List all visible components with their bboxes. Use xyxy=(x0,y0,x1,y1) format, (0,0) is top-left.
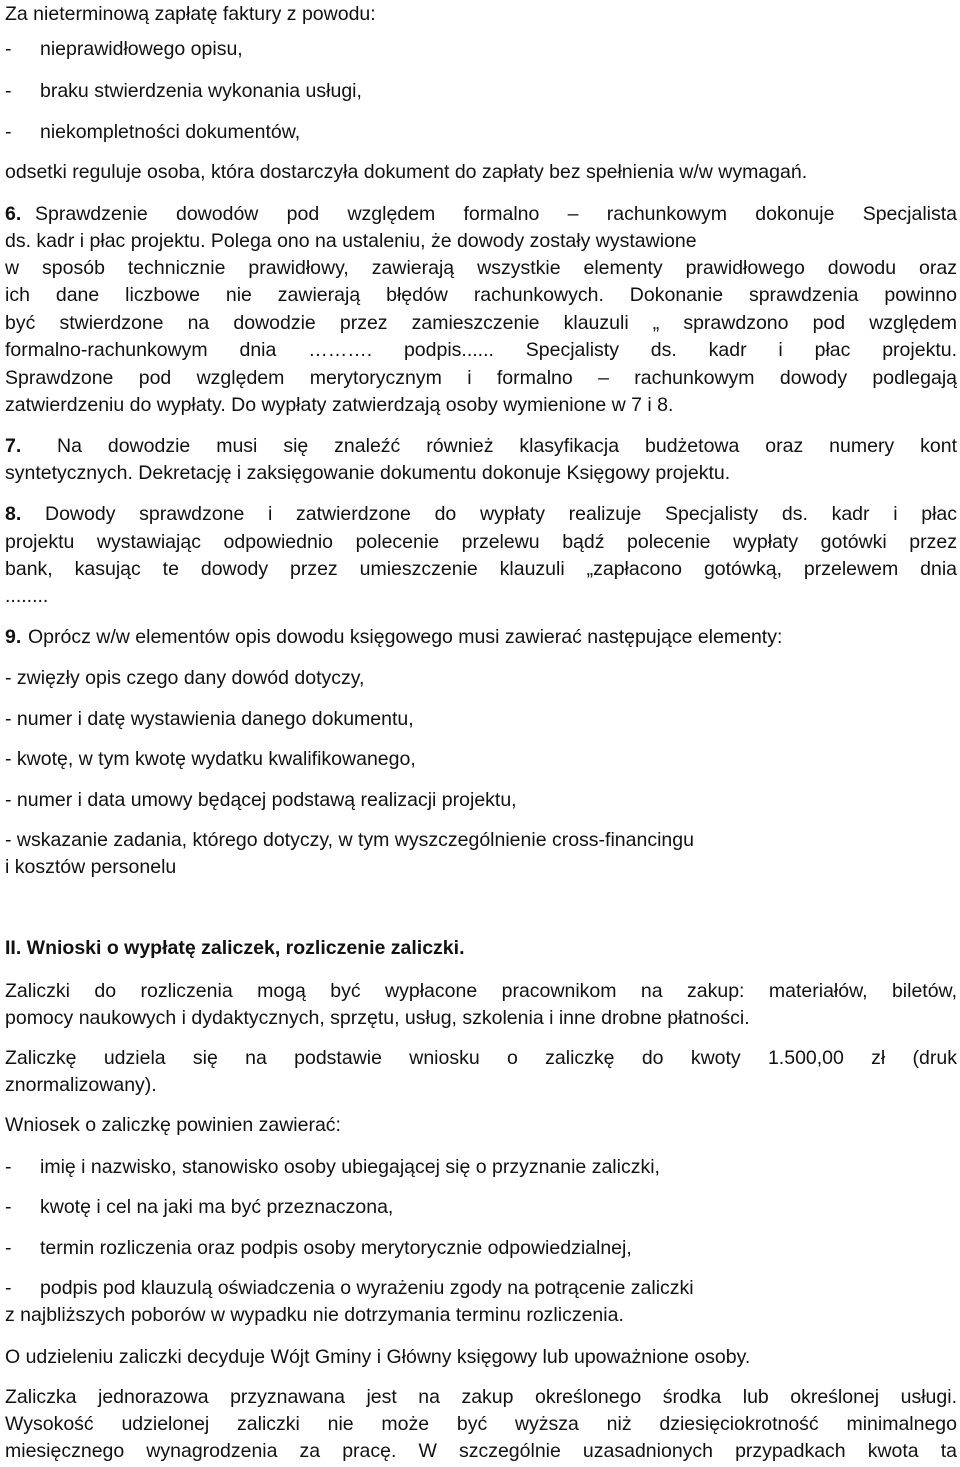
paragraph-line: znormalizowany). xyxy=(5,1074,157,1096)
paragraph-8-line: 8. Dowody sprawdzone i zatwierdzone do wypłaty realizuje Specjalisty ds. kadr i płac xyxy=(5,503,957,525)
list-item: - numer i data umowy będącej podstawą realizacji projektu, xyxy=(5,789,517,811)
paragraph-6-line: 6. Sprawdzenie dowodów pod względem formalno – rachunkowym dokonuje Specjalista xyxy=(5,203,957,225)
paragraph-8-line: ........ xyxy=(5,585,49,607)
paragraph-line: odsetki reguluje osoba, która dostarczyła dokument do zapłaty bez spełnienia w/w wymagań. xyxy=(5,161,808,183)
paragraph-6-line: ds. kadr i płac projektu. Polega ono na ustaleniu, że dowody zostały wystawione xyxy=(5,230,697,252)
paragraph-6-line: być stwierdzone na dowodzie przez zamieszczenie klauzuli „ sprawdzono pod względem xyxy=(5,312,957,334)
list-item: - imię i nazwisko, stanowisko osoby ubiegającej się o przyznanie zaliczki, xyxy=(5,1156,660,1178)
paragraph-line: O udzieleniu zaliczki decyduje Wójt Gminy i Główny księgowy lub upoważnione osoby. xyxy=(5,1346,751,1368)
paragraph-6-line: w sposób technicznie prawidłowy, zawierają wszystkie elementy prawidłowego dowodu oraz xyxy=(5,257,957,279)
paragraph-7-line: syntetycznych. Dekretację i zaksięgowanie dokumentu dokonuje Księgowy projektu. xyxy=(5,462,731,484)
list-item: - wskazanie zadania, którego dotyczy, w tym wyszczególnienie cross-financingu xyxy=(5,829,694,851)
paragraph-line: miesięcznego wynagrodzenia za pracę. W szczególnie uzasadnionych przypadkach kwota ta xyxy=(5,1440,957,1462)
paragraph-8-line: bank, kasując te dowody przez umieszczenie klauzuli „zapłacono gotówką, przelewem dnia xyxy=(5,558,957,580)
list-item: - zwięzły opis czego dany dowód dotyczy, xyxy=(5,667,365,689)
paragraph-line: Zaliczka jednorazowa przyznawana jest na zakup określonego środka lub określonej usługi. xyxy=(5,1386,957,1408)
paragraph-8-line: projektu wystawiając odpowiednio polecenie przelewu bądź polecenie wypłaty gotówki przez xyxy=(5,531,957,553)
list-item: - numer i datę wystawienia danego dokumentu, xyxy=(5,708,414,730)
paragraph-line: pomocy naukowych i dydaktycznych, sprzętu, usług, szkolenia i inne drobne płatności. xyxy=(5,1007,750,1029)
paragraph-number: 9. xyxy=(5,626,22,648)
paragraph-line: Zaliczkę udziela się na podstawie wniosku o zaliczkę do kwoty 1.500,00 zł (druk xyxy=(5,1047,957,1069)
paragraph-number: 7. xyxy=(5,435,22,457)
paragraph-6-line: ich dane liczbowe nie zawierają błędów rachunkowych. Dokonanie sprawdzenia powinno xyxy=(5,284,957,306)
list-item: - termin rozliczenia oraz podpis osoby merytorycznie odpowiedzialnej, xyxy=(5,1237,632,1259)
list-item: i kosztów personelu xyxy=(5,856,177,878)
paragraph-6-line: Sprawdzone pod względem merytorycznym i formalno – rachunkowym dowody podlegają xyxy=(5,367,957,389)
paragraph-6-line: zatwierdzeniu do wypłaty. Do wypłaty zatwierdzają osoby wymienione w 7 i 8. xyxy=(5,394,674,416)
list-item: - niekompletności dokumentów, xyxy=(5,121,301,143)
list-item: - podpis pod klauzulą oświadczenia o wyrażeniu zgody na potrącenie zaliczki xyxy=(5,1277,694,1299)
list-item: - braku stwierdzenia wykonania usługi, xyxy=(5,80,362,102)
paragraph-number: 8. xyxy=(5,503,22,525)
paragraph-line: Wniosek o zaliczkę powinien zawierać: xyxy=(5,1114,341,1136)
paragraph-line: Zaliczki do rozliczenia mogą być wypłacone pracownikom na zakup: materiałów, biletów, xyxy=(5,980,957,1002)
list-item: - kwotę i cel na jaki ma być przeznaczona, xyxy=(5,1196,394,1218)
paragraph-9-line: 9. Oprócz w/w elementów opis dowodu księgowego musi zawierać następujące elementy: xyxy=(5,626,783,648)
paragraph-number: 6. xyxy=(5,203,22,225)
list-item: - nieprawidłowego opisu, xyxy=(5,38,243,60)
list-item: - kwotę, w tym kwotę wydatku kwalifikowanego, xyxy=(5,748,416,770)
paragraph-6-line: formalno-rachunkowym dnia ………. podpis...... Specjalisty ds. kadr i płac projektu. xyxy=(5,339,957,361)
paragraph-7-line: 7. Na dowodzie musi się znaleźć również klasyfikacja budżetowa oraz numery kont xyxy=(5,435,957,457)
intro-line: Za nieterminową zapłatę faktury z powodu: xyxy=(5,3,376,25)
section-heading: II. Wnioski o wypłatę zaliczek, rozliczenie zaliczki. xyxy=(5,937,465,959)
list-item-continuation: z najbliższych poborów w wypadku nie dotrzymania terminu rozliczenia. xyxy=(5,1304,624,1326)
paragraph-line: Wysokość udzielonej zaliczki nie może być wyższa niż dziesięciokrotność minimalnego xyxy=(5,1413,957,1435)
